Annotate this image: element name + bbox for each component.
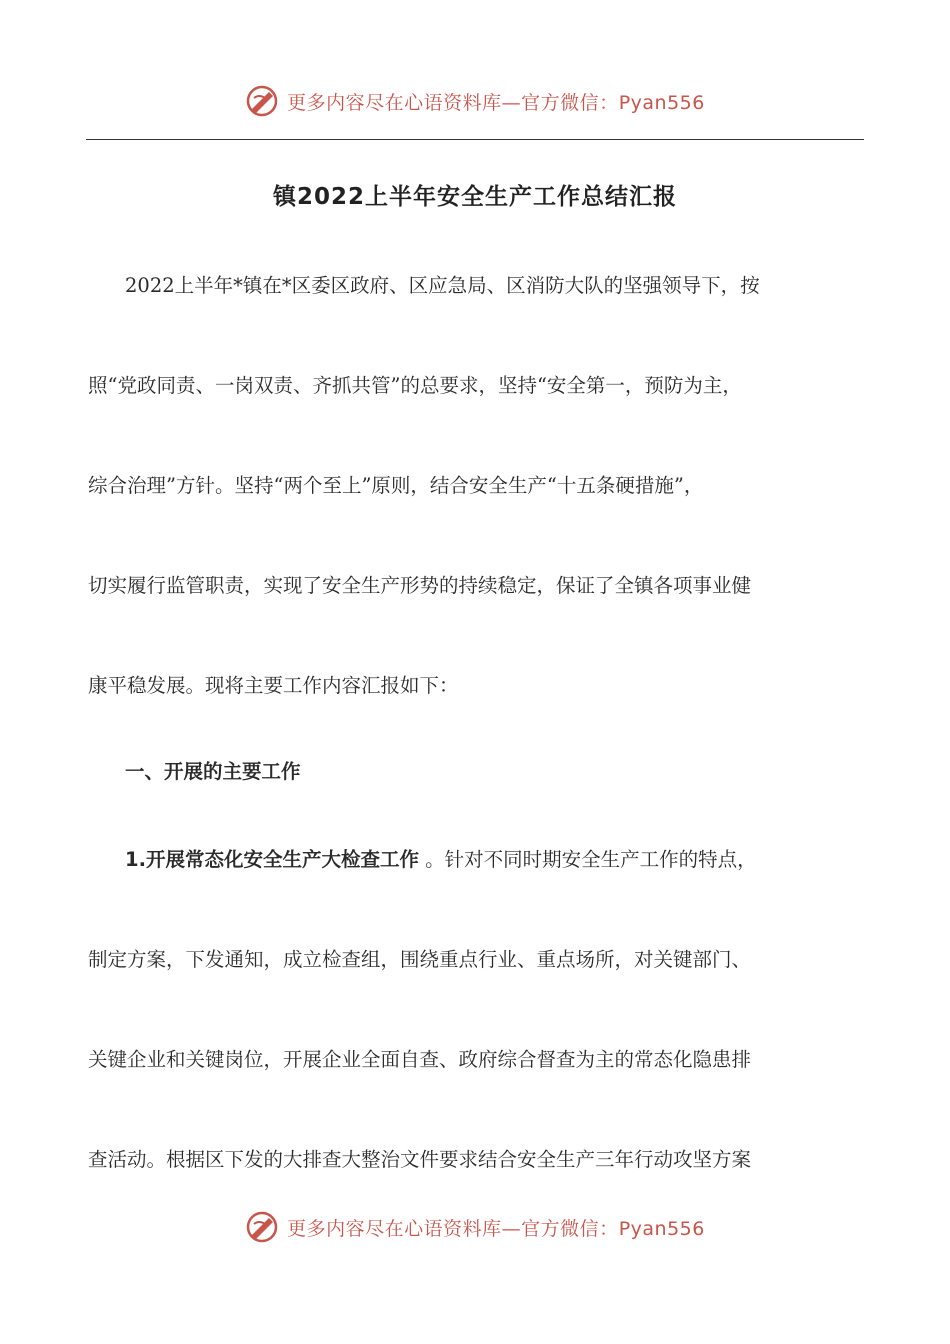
paragraph-line: 查活动。根据区下发的大排查大整治文件要求结合安全生产三年行动攻坚方案 (88, 1148, 752, 1171)
banner-wechat-label: 官方微信： (521, 1217, 619, 1240)
header-divider (86, 139, 864, 140)
item-title-rest: 。针对不同时期安全生产工作的特点， (418, 848, 757, 871)
paragraph-line: 制定方案，下发通知，成立检查组，围绕重点行业、重点场所，对关键部门、 (88, 948, 752, 971)
paragraph-line: 照“党政同责、一岗双责、齐抓共管”的总要求，坚持“安全第一，预防为主， (88, 374, 742, 397)
pen-seal-icon (245, 84, 279, 118)
document-title: 镇2022上半年安全生产工作总结汇报 (272, 184, 677, 210)
banner-wechat-id: Pyan556 (618, 91, 705, 114)
paragraph-line: 关键企业和关键岗位，开展企业全面自查、政府综合督查为主的常态化隐患排 (88, 1048, 752, 1071)
paragraph-line: 康平稳发展。现将主要工作内容汇报如下： (88, 674, 459, 697)
banner-main-text: 更多内容尽在心语资料库 (287, 91, 502, 114)
banner-text (287, 1214, 705, 1241)
paragraph-line: 切实履行监管职责，实现了安全生产形势的持续稳定，保证了全镇各项事业健 (88, 574, 752, 597)
banner-separator: — (501, 1217, 522, 1240)
pen-seal-icon (245, 1210, 279, 1244)
section-heading: 一、开展的主要工作 (125, 760, 301, 783)
footer-banner (0, 1210, 950, 1244)
banner-wechat-label: 官方微信： (521, 91, 619, 114)
banner-main-text: 更多内容尽在心语资料库 (287, 1217, 502, 1240)
paragraph-line: 综合治理”方针。坚持“两个至上”原则，结合安全生产“十五条硬措施”， (88, 474, 704, 497)
banner-separator: — (501, 91, 522, 114)
banner-wechat-id: Pyan556 (618, 1217, 705, 1240)
item-title: 1.开展常态化安全生产大检查工作 (125, 848, 419, 871)
item-first-line (125, 850, 865, 870)
banner-text (287, 88, 705, 115)
paragraph-line: 2022上半年*镇在*区委区政府、区应急局、区消防大队的坚强领导下，按 (125, 274, 760, 297)
header-banner (0, 84, 950, 118)
